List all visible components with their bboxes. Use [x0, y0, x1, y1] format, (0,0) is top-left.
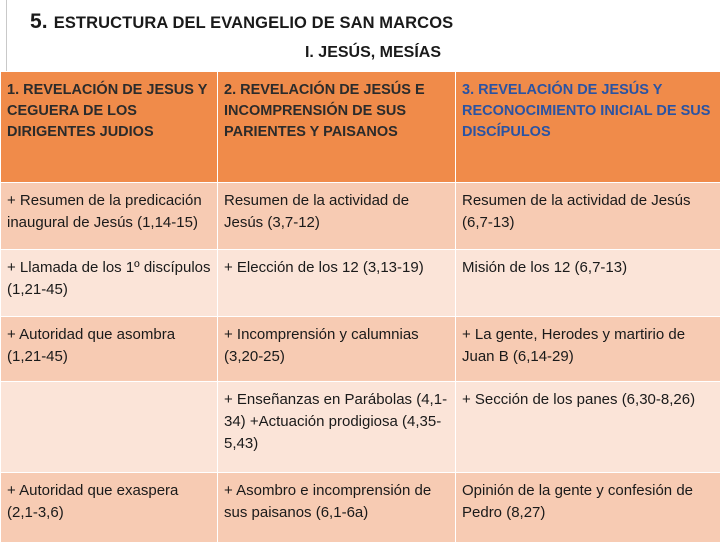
column-header-3: 3. REVELACIÓN DE JESÚS Y RECONOCIMIENTO INICIAL DE SUS DISCÍPULOS [456, 72, 720, 183]
table-cell: + Sección de los panes (6,30-8,26) [456, 382, 720, 473]
column-header-1: 1. REVELACIÓN DE JESUS Y CEGUERA DE LOS DIRIGENTES JUDIOS [1, 72, 218, 183]
column-header-2: 2. REVELACIÓN DE JESÚS E INCOMPRENSIÓN DE SUS PARIENTES Y PAISANOS [218, 72, 456, 183]
table-cell: + Enseñanzas en Parábolas (4,1-34) +Actuación prodigiosa (4,35-5,43) [218, 382, 456, 473]
table-cell: + Autoridad que asombra (1,21-45) [1, 317, 218, 382]
table-cell: + La gente, Herodes y martirio de Juan B (6,14-29) [456, 317, 720, 382]
table-header-row [1, 72, 720, 183]
structure-table-container [0, 71, 720, 540]
table-cell: Resumen de la actividad de Jesús (6,7-13) [456, 183, 720, 250]
table-cell: + Elección de los 12 (3,13-19) [218, 250, 456, 317]
table-cell: + Resumen de la predicación inaugural de Jesús (1,14-15) [1, 183, 218, 250]
table-row [1, 317, 720, 382]
structure-table [0, 71, 720, 543]
table-cell [1, 382, 218, 473]
table-cell: Resumen de la actividad de Jesús (3,7-12) [218, 183, 456, 250]
section-number: 5. [30, 10, 48, 33]
table-row [1, 382, 720, 473]
table-row [1, 183, 720, 250]
page-title [30, 10, 453, 34]
table-cell: Misión de los 12 (6,7-13) [456, 250, 720, 317]
table-cell: + Autoridad que exaspera (2,1-3,6) [1, 473, 218, 543]
title-text: ESTRUCTURA DEL EVANGELIO DE SAN MARCOS [54, 14, 454, 32]
table-cell: Opinión de la gente y confesión de Pedro (8,27) [456, 473, 720, 543]
table-cell: + Llamada de los 1º discípulos (1,21-45) [1, 250, 218, 317]
table-cell: + Asombro e incomprensión de sus paisanos (6,1-6a) [218, 473, 456, 543]
table-cell: + Incomprensión y calumnias (3,20-25) [218, 317, 456, 382]
table-row [1, 250, 720, 317]
page-subtitle: I. JESÚS, MESÍAS [0, 44, 720, 62]
table-row [1, 473, 720, 543]
